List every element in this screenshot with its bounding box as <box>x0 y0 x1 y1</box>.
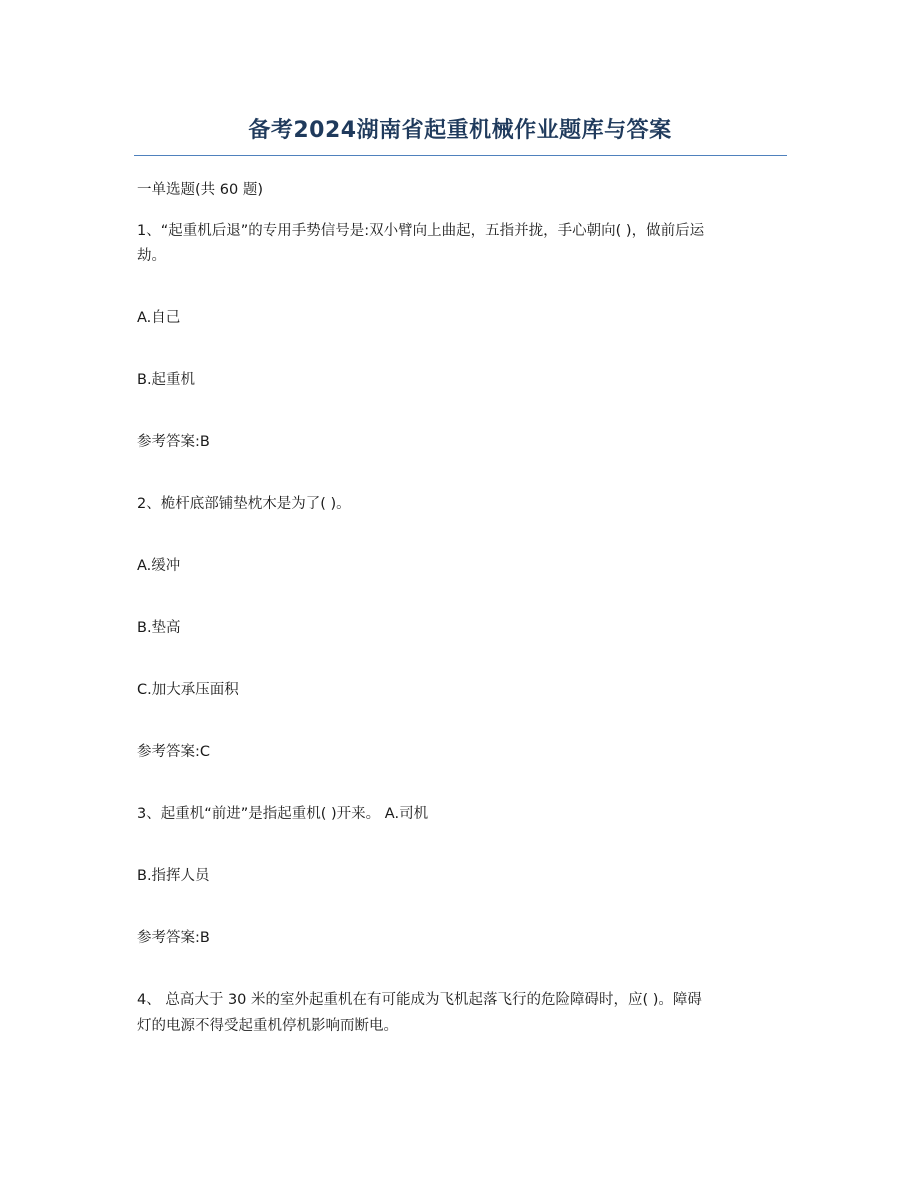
question-2-option-c: C.加大承压面积 <box>137 682 239 698</box>
question-3-line-1 <box>137 801 782 827</box>
question-1-option-b: B.起重机 <box>137 372 196 388</box>
question-2-option-b: B.垫高 <box>137 620 181 636</box>
question-4-text: 总高大于 30 米的室外起重机在有可能成为飞机起落飞行的危险障碍时，应( )。障碍 <box>160 992 702 1008</box>
question-1-text: “起重机后退”的专用手势信号是:双小臂向上曲起，五指并拢，手心朝向( )，做前后运 <box>160 223 705 239</box>
question-2-answer: 参考答案:C <box>137 744 211 760</box>
question-2-text: 桅杆底部铺垫枕木是为了( )。 <box>160 496 351 512</box>
question-4-line-2: 灯的电源不得受起重机停机影响而断电。 <box>137 1018 398 1034</box>
question-1-option-a: A.自己 <box>137 310 181 326</box>
question-1-line-1 <box>137 218 782 244</box>
question-4-number: 4、 <box>137 992 161 1008</box>
question-2-number: 2、 <box>137 496 161 512</box>
question-1-line-2: 劫。 <box>137 248 166 264</box>
title-divider <box>134 155 787 156</box>
question-2-option-a: A.缓冲 <box>137 558 181 574</box>
question-3-answer: 参考答案:B <box>137 930 210 946</box>
question-3-text: 起重机“前进”是指起重机( )开来。 A.司机 <box>160 806 429 822</box>
document-title: 备考2024湖南省起重机械作业题库与答案 <box>248 118 672 143</box>
question-1-answer: 参考答案:B <box>137 434 210 450</box>
section-heading: 一单选题(共 60 题) <box>137 182 263 198</box>
question-3-option-b: B.指挥人员 <box>137 868 210 884</box>
question-1-number: 1、 <box>137 223 161 239</box>
question-3-number: 3、 <box>137 806 161 822</box>
question-4-line-1 <box>137 987 782 1013</box>
question-2-line-1 <box>137 491 782 517</box>
